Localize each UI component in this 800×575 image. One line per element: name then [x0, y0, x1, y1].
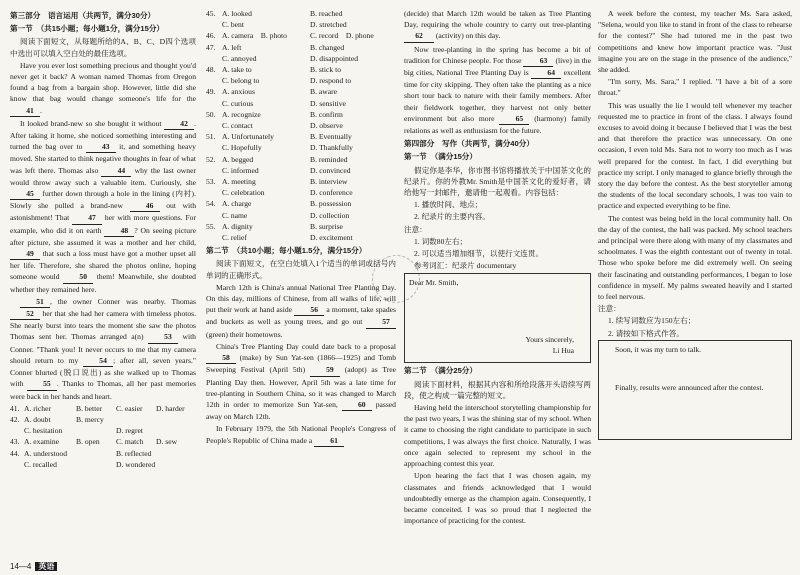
question-number: 42. [10, 414, 20, 424]
option-choice[interactable]: A. examine [24, 437, 60, 447]
option-choice[interactable]: A. richer [24, 403, 51, 413]
option-choice[interactable]: B. aware [310, 87, 337, 97]
column-4 [598, 8, 792, 440]
part3-sec1-heading: 第一节 （共15小题；每小题1分，满分15分） [10, 24, 165, 34]
question-number: 50. [206, 109, 216, 119]
option-choice[interactable]: D. observe [310, 121, 343, 131]
blank-49[interactable]: 49 [10, 248, 40, 260]
option-choice[interactable]: C. contact [222, 121, 253, 131]
letter-signature: Li Hua [552, 346, 574, 356]
option-choice[interactable]: B. reflected [116, 448, 152, 458]
option-choice[interactable]: C. recalled [24, 459, 57, 469]
option-choice[interactable]: C. record D. phone [310, 31, 374, 41]
part3-sec2-heading: 第二节 （共10小题；每小题1.5分，满分15分） [206, 246, 367, 256]
option-choice[interactable]: D. sensitive [310, 98, 346, 108]
note-2: 2. 可以适当增加细节，以使行文连贯。 [414, 249, 544, 259]
page-number: 14—4 [10, 562, 32, 571]
option-choice[interactable]: C. hesitation [24, 426, 63, 436]
story-para4: "I'm sorry, Ms. Sara," I replied. "I have a bit of a sore throat." [598, 77, 792, 98]
story-para5: This was usually the lie I would tell whenever my teacher requested me to practice in front of the class. I always found excuses to avoid doing it because I believed that I was the best and that therefore the practice was unnecessary. On one occasion, I even told Ms. Sara not to worry too much as I was well prepared for the contest. In fact, I did everything but practice my script. I only managed to glance briefly through the story the day before the contest. As the best storyteller among the students of the local secondary schools, I was too vain to practice and expected everything to be fine. [598, 100, 792, 211]
part4-sec1-heading: 第一节 （满分15分） [404, 152, 477, 162]
option-choice[interactable] [156, 425, 196, 436]
story-para2: Upon hearing the fact that I was chosen again, my classmates and friends acknowledged that I would undoubtedly emerge as the champion again. Consequently, I became conceited. I was so proud that I neglected the importance of practicing for the contest. [404, 471, 591, 526]
question-number [206, 75, 222, 86]
question-number [10, 459, 24, 470]
blank-44[interactable]: 44 [101, 165, 131, 177]
option-choice[interactable]: C. bent [222, 20, 244, 30]
vocab-hint: 参考词汇：纪录片 documentary [414, 261, 517, 271]
blank-52[interactable]: 52 [10, 308, 40, 320]
blank-62[interactable]: 62 [404, 30, 434, 42]
option-choice[interactable]: A. meeting [222, 177, 256, 187]
option-choice[interactable]: A. take to [222, 65, 252, 75]
option-row [206, 198, 396, 209]
option-choice[interactable]: D. regret [116, 426, 143, 436]
blank-64[interactable]: 64 [531, 67, 561, 79]
option-row [206, 210, 396, 221]
option-choice[interactable]: C. belong to [222, 76, 260, 86]
option-choice[interactable]: D. respond to [310, 76, 352, 86]
question-number: 49. [206, 87, 216, 97]
blank-58[interactable]: 58 [206, 352, 236, 364]
option-choice[interactable]: A. Unfortunately [222, 132, 274, 142]
letter-answer-box[interactable] [404, 273, 591, 363]
option-choice[interactable]: D. collection [310, 210, 350, 220]
option-row [10, 403, 196, 414]
passage2-para1: March 12th is China's annual National Tree Planting Day. On this day, millions of Chinese, from all walks of life, will put their work at hand aside 56 a moment, take spades and buckets as well as young trees, and go out 57 (green) their hometowns. [206, 282, 396, 339]
blank-59[interactable]: 59 [310, 364, 340, 376]
blank-56[interactable]: 56 [294, 304, 324, 316]
options-41-44 [10, 403, 196, 470]
option-choice[interactable]: A. looked [222, 9, 252, 18]
option-choice[interactable]: A. understood [24, 448, 68, 458]
option-choice[interactable]: B. better [76, 403, 103, 413]
blank-60[interactable]: 60 [342, 399, 372, 411]
part4-sec2-instr: 阅读下面材料，根据其内容和所给段落开头语续写两段，使之构成一篇完整的短文。 [404, 379, 591, 400]
question-number: 43. [10, 437, 20, 447]
option-choice[interactable] [156, 414, 196, 425]
column-1 [10, 8, 196, 470]
option-choice[interactable]: C. informed [222, 165, 259, 175]
passage1-para1: Have you ever lost something precious and thought you'd never get it back? A woman named Thomas from Oregon found a bag from a bargain shop. However, little did she know that bag would change someone's life for the 41 . [10, 60, 196, 117]
option-row [206, 42, 396, 53]
option-choice[interactable] [116, 414, 156, 425]
option-choice[interactable]: D. disappointed [310, 53, 359, 63]
letter-closing: Yours sincerely, [525, 335, 574, 345]
blank-43[interactable]: 43 [86, 141, 116, 153]
blank-61[interactable]: 61 [314, 435, 344, 447]
option-choice[interactable]: B. reminded [310, 154, 348, 164]
option-choice[interactable]: C. easier [116, 403, 143, 413]
blank-53[interactable]: 53 [148, 331, 178, 343]
question-number [206, 142, 222, 153]
option-choice[interactable] [76, 459, 116, 470]
option-row [206, 109, 396, 120]
option-row [10, 436, 196, 447]
blank-54[interactable]: 54 [83, 355, 113, 367]
option-row [206, 232, 396, 243]
blank-47[interactable]: 47 [72, 212, 102, 224]
options-45-55 [206, 8, 396, 243]
question-number [206, 165, 222, 176]
task-item-1: 1. 播放时间、地点； [414, 200, 483, 210]
question-number [206, 53, 222, 64]
question-number: 46. [206, 31, 216, 41]
question-number [206, 187, 222, 198]
option-choice[interactable]: B. reached [310, 9, 343, 18]
question-number: 53. [206, 177, 216, 187]
option-choice[interactable] [156, 459, 196, 470]
option-choice[interactable]: B. changed [310, 42, 345, 52]
option-row [206, 154, 396, 165]
option-choice[interactable]: C. curious [222, 98, 254, 108]
option-choice[interactable]: C. name [222, 210, 248, 220]
passage1-para2: It looked brand-new so she bought it without 42 . After taking it home, she noticed something interesting and turned the bag over to 43 it, and something heavy moved. She started to think negative thoughts in fear of what was left there. Thomas also 44 why the last owner would throw away such a valuable item. Curiously, she 45 further down through a hole in the lining (内衬). Slowly she pulled a brand-new 46 out with astonishment! That 47 her with more questions. For example, who did it on earth 48 ? On seeing picture after picture, she assumed it was a mother and her child, 49 that such a loss must have got a mother upset all her life. Therefore, she shared the photos online, hoping someone would 50 them! Meanwhile, she doubted whether they remained here. [10, 118, 197, 294]
option-choice[interactable]: D. conference [310, 188, 353, 198]
option-choice[interactable]: D. sew [156, 437, 178, 447]
option-row [206, 98, 396, 109]
question-number [206, 98, 222, 109]
story-para3: A week before the contest, my teacher Ms. Sara asked, "Selena, would you like to stand in front of the class to rehearse for the contest?" She had tutored me in the past two competitions and knew how important practice was. "Just imagine you are on the stage in the presence of the audience," she added. [598, 9, 792, 75]
option-choice[interactable]: B. interview [310, 177, 348, 187]
option-choice[interactable]: C. Hopefully [222, 143, 262, 153]
start-line-1: Soon, it was my turn to talk. [615, 344, 702, 354]
question-number: 51. [206, 132, 216, 142]
note-label: 注意： [404, 224, 427, 234]
story-para6: The contest was being held in the local community hall. On the day of the contest, the hall was packed. My school teachers and principal were there along with many of my classmates and schoolmates. I was the eighth contestant out of twenty in total. Those who spoke before me did extremely well. On seeing their fascinating and outstanding performances, I began to lose confidence in myself. My palms sweated heavily and I started to feel nervous. [598, 213, 792, 302]
option-choice[interactable]: A. doubt [24, 414, 51, 424]
option-row [10, 425, 196, 436]
column-2 [206, 8, 396, 448]
option-choice[interactable]: A. left [222, 42, 242, 52]
option-choice[interactable]: D. convinced [310, 165, 351, 175]
question-number: 55. [206, 221, 216, 231]
option-choice[interactable] [76, 425, 116, 436]
part4-heading: 第四部分 写作（共两节，满分40分） [404, 139, 534, 149]
question-number [206, 19, 222, 30]
column-3 [404, 8, 591, 527]
blank-46[interactable]: 46 [130, 200, 160, 212]
option-row [206, 19, 396, 30]
option-row [10, 459, 196, 470]
passage2-para3b: (decide) that March 12th would be taken as Tree Planting Day, requiring the whole country to carry out tree-planting 62 (activity) on this day. [404, 8, 591, 43]
blank-50[interactable]: 50 [63, 271, 93, 283]
part3-sec2-instr: 阅读下面短文，在空白处填入1个适当的单词或括号内单词的正确形式。 [206, 259, 396, 280]
question-number: 44. [10, 448, 20, 458]
option-row [206, 221, 396, 232]
blank-57[interactable]: 57 [366, 316, 396, 328]
question-number: 45. [206, 9, 216, 18]
blank-55[interactable]: 55 [27, 378, 57, 390]
option-choice[interactable]: D. wondered [116, 459, 156, 469]
question-number: 54. [206, 199, 216, 209]
option-choice[interactable]: A. anxious [222, 87, 255, 97]
option-row [206, 75, 396, 86]
note2-2: 2. 请按如下格式作答。 [608, 328, 684, 338]
blank-48[interactable]: 48 [104, 225, 134, 237]
option-choice[interactable]: A. charge [222, 199, 252, 209]
option-choice[interactable]: A. dignity [222, 221, 253, 231]
start-line-2: Finally, results were announced after the contest. [615, 383, 764, 393]
option-choice[interactable] [76, 448, 116, 459]
part3-heading: 第三部分 语言运用（共两节，满分30分） [10, 11, 156, 20]
note-1: 1. 词数80左右； [414, 236, 468, 246]
blank-51[interactable]: 51 [20, 296, 50, 308]
option-choice[interactable]: C. annoyed [222, 53, 257, 63]
subject-label: 英语 [35, 562, 57, 571]
note2-1: 1. 续写词数应为150左右； [608, 316, 696, 326]
part4-sec2-heading: 第二节 （满分25分） [404, 366, 477, 376]
option-choice[interactable]: C. celebration [222, 188, 265, 198]
passage2-para4: Now tree-planting in the spring has become a bit of tradition for Chinese people. For those 63 (live) in the big cities, National Tree Planting Day is 64 excellent time for city skipping. They often take the planting as a nice short tour back to nature with their family members. After their fieldwork together, they harvest not only better environment but also more 65 (harmony) family relations as well as enthusiasm for the future. [404, 44, 592, 136]
option-choice[interactable]: C. relief [222, 233, 247, 243]
part3-sec1-instr: 阅读下面短文，从每题所给的A、B、C、D四个选项中选出可以填入空白处的最佳选项。 [10, 37, 196, 58]
question-number [10, 425, 24, 436]
passage2-para3a: In February 1979, the 5th National People's Congress of People's Republic of China made a 61 [206, 423, 396, 446]
letter-greeting: Dear Mr. Smith, [409, 278, 459, 288]
blank-41[interactable]: 41 [10, 105, 40, 117]
option-choice[interactable]: A. recognize [222, 109, 261, 119]
option-choice[interactable]: D. excitement [310, 233, 353, 243]
passage2-para2: China's Tree Planting Day could date back to a proposal 58 (make) by Sun Yat-sen (1866—1925) and Tomb Sweeping Festival (April 5th) 59 (adopt) as Tree Planting Day then. However, April 5th was a late time for tree-planting in Southern China, so it was changed to March 12th in order to memorize Sun Yat-sen, 60 passed away on March 12th. [206, 341, 396, 422]
option-row [206, 64, 396, 75]
option-choice[interactable]: D. harder [156, 403, 185, 413]
option-row [206, 86, 396, 97]
task-item-2: 2. 纪录片的主要内容。 [414, 212, 490, 222]
option-choice[interactable]: A. begged [222, 154, 254, 164]
option-row [206, 131, 396, 142]
option-row [206, 53, 396, 64]
blank-63[interactable]: 63 [523, 55, 553, 67]
option-row [206, 142, 396, 153]
option-row [206, 120, 396, 131]
option-choice[interactable]: D. Thankfully [310, 143, 353, 153]
option-choice[interactable]: B. confirm [310, 109, 343, 119]
page-footer [10, 561, 57, 572]
question-number: 48. [206, 65, 216, 75]
option-row [206, 165, 396, 176]
option-row [10, 448, 196, 459]
question-number: 52. [206, 154, 216, 164]
passage1-para3: 51 , the owner Conner was nearby. Thomas 52 her that she had her camera with timeless photos. She nearly burst into tears the moment she saw the photos Thomas sent her. Thomas arranged a(n) 53 with Conner. "Thank you! It never occurs to me that my camera should return to my 54 ; after all, seven years." Conner blurted (脱口说出) as she walked up to Thomas with 55 . Thanks to Thomas, all her past memories were back in her hands and heart. [10, 296, 197, 401]
option-row [206, 176, 396, 187]
story-para1: Having held the interschool storytelling championship for the past two years, I was the shining star of my school. When it came to choosing the right candidate to participate in such competitions, I was always the first choice. Naturally, I was once again selected to represent my school in the approaching contest this year. [404, 403, 591, 469]
question-number: 41. [10, 403, 20, 413]
blank-42[interactable]: 42 [164, 118, 194, 130]
option-row [206, 30, 396, 41]
option-choice[interactable]: B. surprise [310, 221, 343, 231]
option-choice[interactable]: A. camera B. photo [222, 31, 287, 41]
option-choice[interactable]: C. match [116, 437, 144, 447]
question-number [206, 210, 222, 221]
option-choice[interactable]: B. stick to [310, 65, 342, 75]
option-choice[interactable]: B. open [76, 437, 100, 447]
letter-signoff [525, 334, 574, 356]
note2-label: 注意： [598, 304, 621, 314]
question-number [206, 232, 222, 243]
option-row [206, 8, 396, 19]
blank-45[interactable]: 45 [10, 188, 40, 200]
option-choice[interactable]: B. Eventually [310, 132, 352, 142]
blank-65[interactable]: 65 [499, 113, 529, 125]
option-choice[interactable] [156, 448, 196, 459]
continuation-answer-box[interactable] [598, 340, 792, 440]
option-choice[interactable]: B. mercy [76, 414, 104, 424]
option-row [10, 414, 196, 425]
option-choice[interactable]: B. possession [310, 199, 352, 209]
question-number [206, 120, 222, 131]
option-choice[interactable]: D. stretched [310, 20, 347, 30]
part4-sec1-instr: 假定你是李华，你市图书馆将播放关于中国茶文化的纪录片。你的外教Mr. Smith是中国茶文化的爱好者，请给他写一封邮件，邀请他一起观看。内容包括： [404, 165, 591, 198]
question-number: 47. [206, 42, 216, 52]
option-row [206, 187, 396, 198]
